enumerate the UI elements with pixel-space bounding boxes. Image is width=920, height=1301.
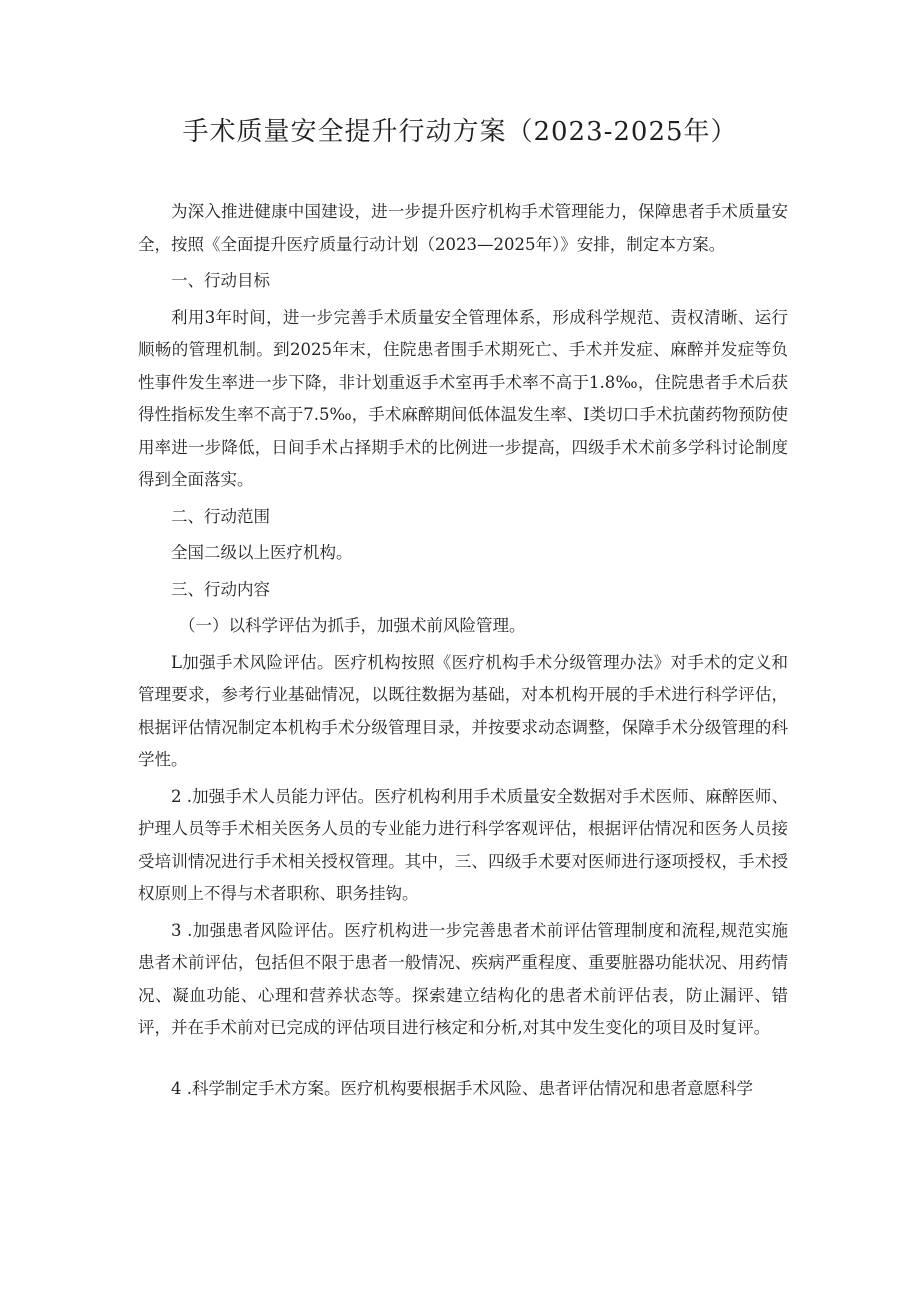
item-surgical-plan: 4 .科学制定手术方案。医疗机构要根据手术风险、患者评估情况和患者意愿科学 [171,1078,753,1098]
goals-paragraph: 利用3年时间，进一步完善手术质量安全管理体系，形成科学规范、责权清晰、运行顺畅的管理机制。到2025年末，住院患者围手术期死亡、手术并发症、麻醉并发症等负性事件发生率进一步下降，非计划重返手术室再手术率不高于1.8‰，住院患者手术后获得性指标发生率不高于7.5‰，手术麻醉期间低体温发生率、Ⅰ类切口手术抗菌药物预防使用率进一步降低，日间手术占择期手术的比例进一步提高，四级手术术前多学科讨论制度得到全面落实。 [138,307,788,489]
document-title: 手术质量安全提升行动方案（2023-2025年） [182,117,738,147]
item-staff-capability-assessment: 2 .加强手术人员能力评估。医疗机构利用手术质量安全数据对手术医师、麻醉医师、护理人员等手术相关医务人员的专业能力进行科学客观评估，根据评估情况和医务人员接受培训情况进行手术相关授权管理。其中，三、四级手术要对医师进行逐项授权，手术授权原则上不得与术者职称、职务挂钩。 [138,786,788,903]
paragraph-gap [138,1049,788,1073]
scope-paragraph: 全国二级以上医疗机构。 [171,543,353,562]
subsection-heading-preoperative: （一）以科学评估为抓手，加强术前风险管理。 [179,616,526,635]
item-surgery-risk-assessment: L加强手术风险评估。医疗机构按照《医疗机构手术分级管理办法》对手术的定义和管理要求，参考行业基础情况，以既往数据为基础，对本机构开展的手术进行科学评估，根据评估情况制定本机构手术分级管理目录，并按要求动态调整，保障手术分级管理的科学性。 [138,652,788,769]
document-body [138,196,788,1109]
intro-paragraph: 为深入推进健康中国建设，进一步提升医疗机构手术管理能力，保障患者手术质量安全，按照《全面提升医疗质量行动计划（2023—2025年）》安排，制定本方案。 [138,202,788,254]
section-heading-scope: 二、行动范围 [171,506,270,526]
item-patient-risk-assessment: 3 .加强患者风险评估。医疗机构进一步完善患者术前评估管理制度和流程,规范实施患者术前评估，包括但不限于患者一般情况、疾病严重程度、重要脏器功能状况、用药情况、凝血功能、心理和营养状态等。探索建立结构化的患者术前评估表，防止漏评、错评，并在手术前对已完成的评估项目进行核定和分析,对其中发生变化的项目及时复评。 [138,920,788,1037]
section-heading-goals: 一、行动目标 [171,271,270,290]
section-heading-content: 三、行动内容 [171,579,270,599]
